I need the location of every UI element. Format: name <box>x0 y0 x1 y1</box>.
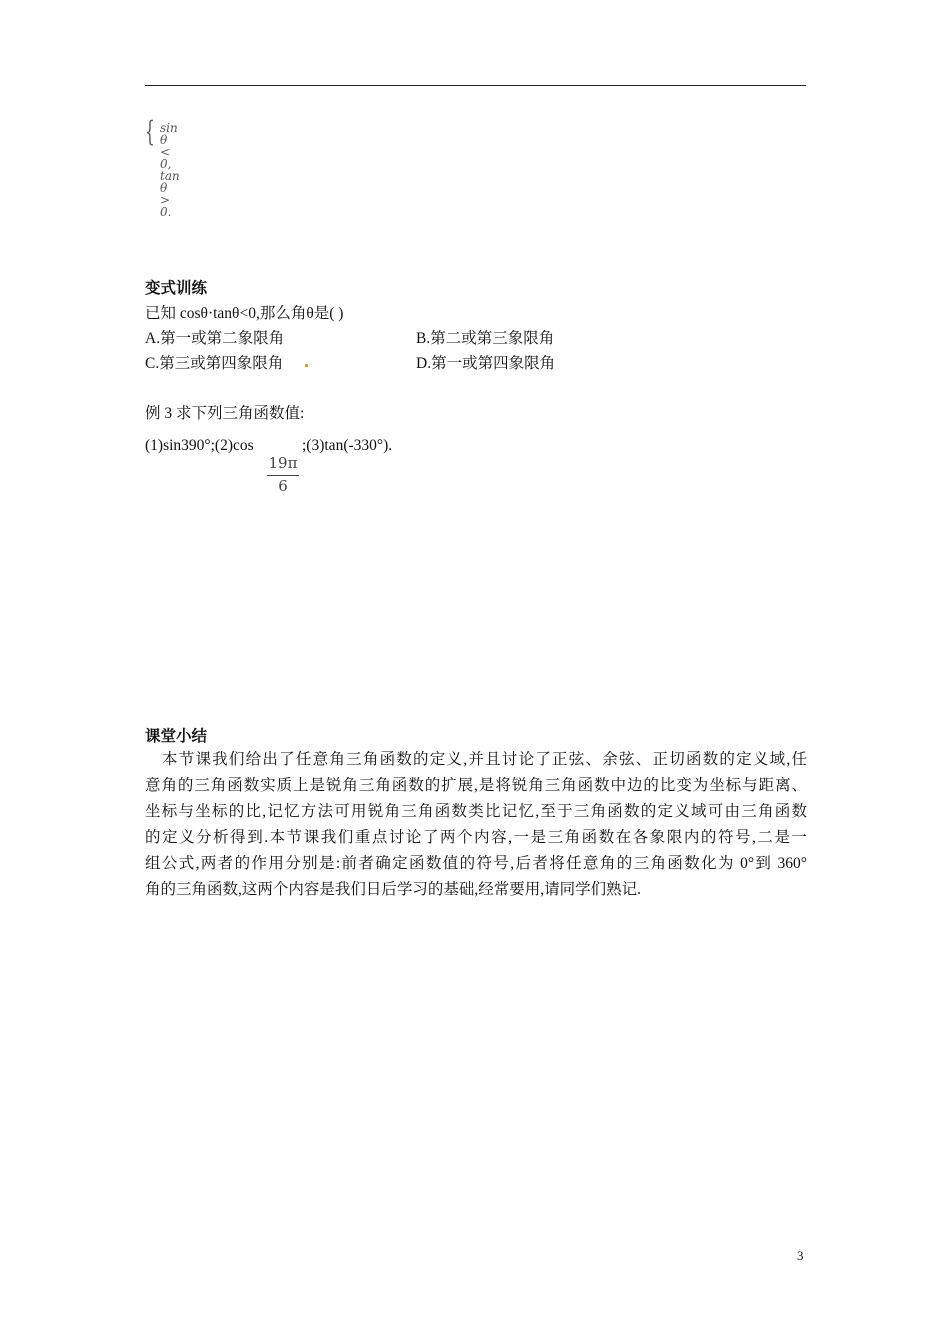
variant-heading: 变式训练 <box>145 280 208 297</box>
summary-line-6: 角的三角函数,这两个内容是我们日后学习的基础,经常要用,请同学们熟记. <box>145 881 642 898</box>
fraction-numerator: 19π <box>268 454 298 472</box>
variant-question: 已知 cosθ·tanθ<0,那么角θ是( ) <box>145 305 344 322</box>
summary-line-2: 意角的三角函数实质上是锐角三角函数的扩展,是将锐角三角函数中边的比变为坐标与距离、 <box>145 777 807 794</box>
option-b: B.第二或第三象限角 <box>416 330 555 347</box>
summary-line-5: 组公式,两者的作用分别是:前者确定函数值的符号,后者将任意角的三角函数化为 0°到 360° <box>145 855 807 872</box>
system-line-2: tan θ > 0. <box>160 169 180 219</box>
page-number: 3 <box>797 1248 804 1263</box>
summary-line-4: 的定义分析得到.本节课我们重点讨论了两个内容,一是三角函数在各象限内的符号,二是一 <box>145 829 807 846</box>
example3-part2: ;(3)tan(-330°). <box>302 437 393 454</box>
option-c: C.第三或第四象限角 <box>145 355 284 372</box>
system-line-1: sin θ < 0, <box>160 121 178 171</box>
summary-heading: 课堂小结 <box>145 728 208 745</box>
marker-dot <box>305 364 308 367</box>
summary-line-1: 本节课我们给出了任意角三角函数的定义,并且讨论了正弦、余弦、正切函数的定义域,任 <box>162 751 807 768</box>
option-a: A.第一或第二象限角 <box>145 330 285 347</box>
system-lines <box>160 122 180 218</box>
header-rule <box>145 85 806 86</box>
example3-part1: (1)sin390°;(2)cos <box>145 437 254 454</box>
summary-line-3: 坐标与坐标的比,记忆方法可用锐角三角函数类比记忆,至于三角函数的定义域可由三角函数 <box>145 803 807 820</box>
example3-title: 例 3 求下列三角函数值: <box>145 405 305 422</box>
fraction-denominator: 6 <box>278 477 288 495</box>
option-d: D.第一或第四象限角 <box>416 355 556 372</box>
fraction-bar <box>267 475 299 476</box>
summary-paragraph <box>145 747 807 903</box>
left-brace: { <box>145 115 155 148</box>
